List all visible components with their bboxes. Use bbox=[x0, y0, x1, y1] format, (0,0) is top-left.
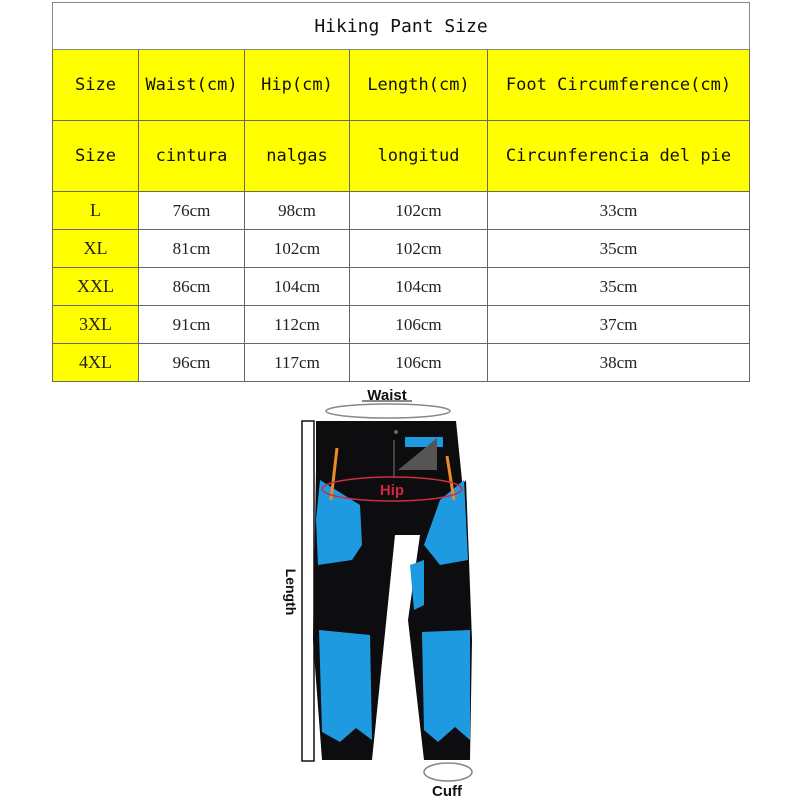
length-cell: 102cm bbox=[350, 192, 488, 230]
length-bracket-icon bbox=[302, 421, 314, 761]
length-cell: 104cm bbox=[350, 268, 488, 306]
waist-label: Waist bbox=[367, 387, 407, 404]
header-foot-es: Circunferencia del pie bbox=[488, 121, 750, 192]
header-row-spanish bbox=[53, 121, 750, 192]
header-waist: Waist(cm) bbox=[139, 50, 245, 121]
header-waist-es: cintura bbox=[139, 121, 245, 192]
header-foot: Foot Circumference(cm) bbox=[488, 50, 750, 121]
waist-cell: 76cm bbox=[139, 192, 245, 230]
hip-cell: 112cm bbox=[245, 306, 350, 344]
hip-cell: 104cm bbox=[245, 268, 350, 306]
length-cell: 102cm bbox=[350, 230, 488, 268]
waist-ellipse-icon bbox=[326, 404, 450, 418]
foot-cell: 33cm bbox=[488, 192, 750, 230]
size-cell: 4XL bbox=[53, 344, 139, 382]
table-title: Hiking Pant Size bbox=[53, 3, 750, 50]
length-cell: 106cm bbox=[350, 344, 488, 382]
size-cell: 3XL bbox=[53, 306, 139, 344]
cuff-label: Cuff bbox=[432, 783, 462, 800]
header-row-english bbox=[53, 50, 750, 121]
size-chart-table bbox=[52, 2, 750, 382]
cuff-ellipse-icon bbox=[424, 763, 472, 781]
header-size-es: Size bbox=[53, 121, 139, 192]
hip-cell: 117cm bbox=[245, 344, 350, 382]
foot-cell: 37cm bbox=[488, 306, 750, 344]
header-hip-es: nalgas bbox=[245, 121, 350, 192]
pant-measurement-diagram bbox=[0, 383, 800, 800]
foot-cell: 35cm bbox=[488, 230, 750, 268]
header-length-es: longitud bbox=[350, 121, 488, 192]
hip-cell: 102cm bbox=[245, 230, 350, 268]
size-cell: XXL bbox=[53, 268, 139, 306]
table-row bbox=[53, 230, 750, 268]
hip-cell: 98cm bbox=[245, 192, 350, 230]
waist-cell: 96cm bbox=[139, 344, 245, 382]
length-cell: 106cm bbox=[350, 306, 488, 344]
table-row bbox=[53, 268, 750, 306]
header-hip: Hip(cm) bbox=[245, 50, 350, 121]
foot-cell: 35cm bbox=[488, 268, 750, 306]
waist-cell: 86cm bbox=[139, 268, 245, 306]
table-row bbox=[53, 192, 750, 230]
size-cell: L bbox=[53, 192, 139, 230]
header-size: Size bbox=[53, 50, 139, 121]
hip-label: Hip bbox=[379, 482, 405, 499]
pants-illustration bbox=[313, 421, 472, 760]
length-label: Length bbox=[283, 568, 299, 616]
header-length: Length(cm) bbox=[350, 50, 488, 121]
table-row bbox=[53, 344, 750, 382]
size-cell: XL bbox=[53, 230, 139, 268]
foot-cell: 38cm bbox=[488, 344, 750, 382]
table-row bbox=[53, 306, 750, 344]
waist-cell: 81cm bbox=[139, 230, 245, 268]
waist-cell: 91cm bbox=[139, 306, 245, 344]
table-title-row bbox=[53, 3, 750, 50]
